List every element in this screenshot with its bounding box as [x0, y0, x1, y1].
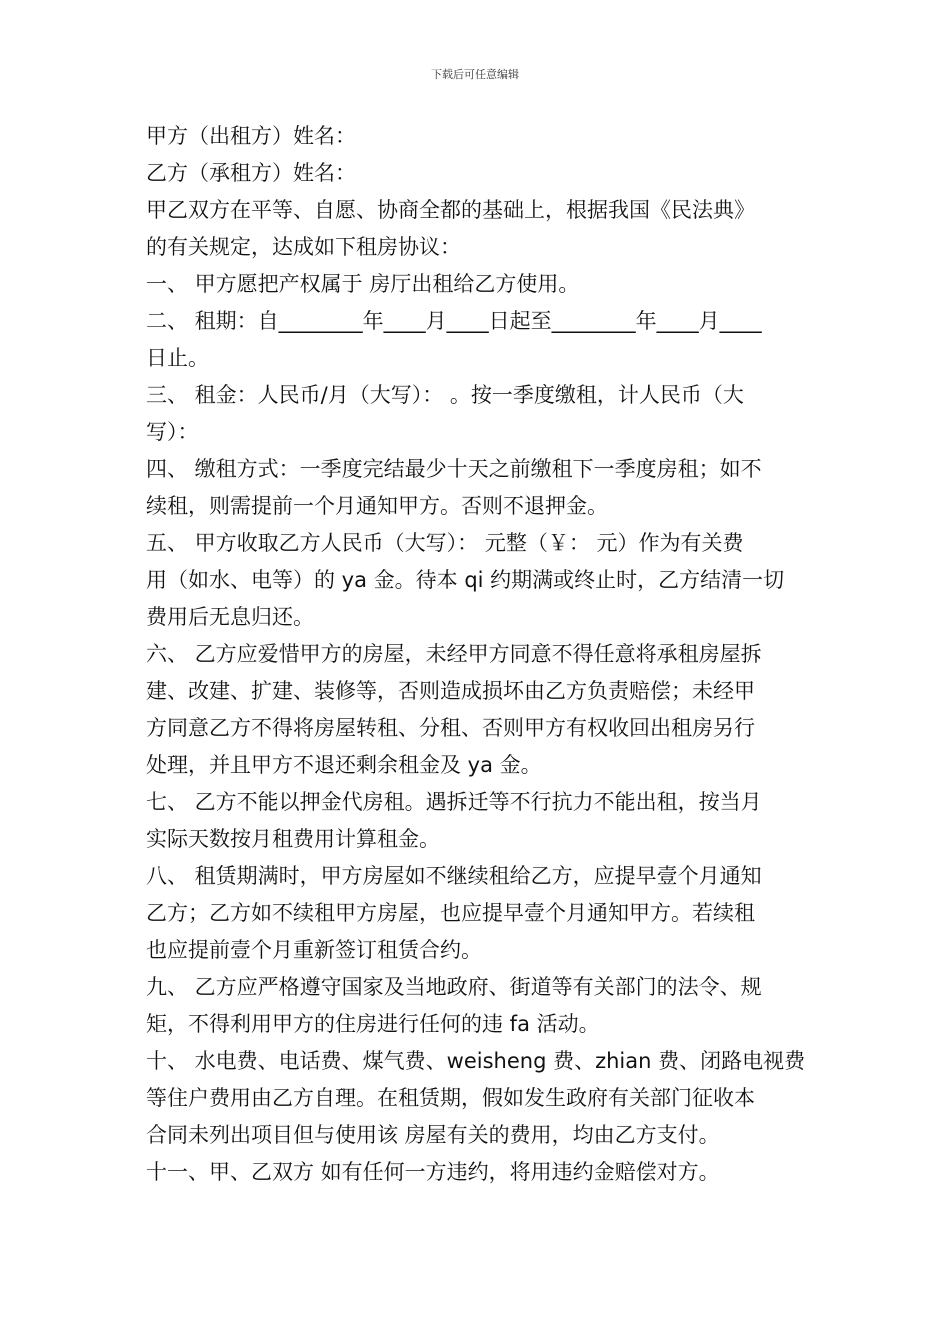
text-line: 四、 缴租方式：一季度完结最少十天之前缴租下一季度房租；如不: [146, 457, 762, 481]
text-line: 甲乙双方在平等、自愿、协商全都的基础上，根据我国《民法典》: [146, 198, 755, 222]
text-line: 实际天数按月租费用计算租金。: [146, 827, 440, 851]
text-line: 乙方；乙方如不续租甲方房屋，也应提早壹个月通知甲方。若续租: [146, 901, 755, 925]
text-line: 二、 租期：自________年____月____日起至________年____月____: [146, 309, 762, 333]
text-line: 续租，则需提前一个月通知甲方。否则不退押金。: [146, 494, 608, 518]
text-line: 五、 甲方收取乙方人民币（大写）： 元整（￥： 元）作为有关费: [146, 531, 744, 555]
page-header: 下载后可任意编辑: [431, 68, 519, 81]
text-line: 矩，不得利用甲方的住房进行任何的违 fa 活动。: [146, 1012, 600, 1036]
text-line: 处理，并且甲方不退还剩余租金及 ya 金。: [146, 753, 542, 777]
text-line: 七、 乙方不能以押金代房租。遇拆迁等不行抗力不能出租，按当月: [146, 790, 762, 814]
text-line: 的有关规定，达成如下租房协议：: [146, 235, 461, 259]
text-line: 三、 租金：人民币/月（大写）： 。按一季度缴租，计人民币（大: [146, 383, 744, 407]
text-line: 乙方（承租方）姓名：: [146, 161, 356, 185]
text-line: 日止。: [146, 346, 209, 370]
text-line: 费用后无息归还。: [146, 605, 314, 629]
text-line: 方同意乙方不得将房屋转租、分租、否则甲方有权收回出租房另行: [146, 716, 755, 740]
text-line: 等住户费用由乙方自理。在租赁期，假如发生政府有关部门征收本: [146, 1086, 755, 1110]
text-line: 九、 乙方应严格遵守国家及当地政府、街道等有关部门的法令、规: [146, 975, 762, 999]
text-line: 写）：: [146, 420, 199, 444]
text-line: 十、 水电费、电话费、煤气费、weisheng 费、zhian 费、闭路电视费: [146, 1049, 806, 1073]
text-line: 建、改建、扩建、装修等，否则造成损坏由乙方负责赔偿；未经甲: [146, 679, 755, 703]
text-line: 十一、甲、乙双方 如有任何一方违约，将用违约金赔偿对方。: [146, 1160, 720, 1184]
text-line: 八、 租赁期满时，甲方房屋如不继续租给乙方，应提早壹个月通知: [146, 864, 762, 888]
text-line: 甲方（出租方）姓名：: [146, 124, 356, 148]
text-line: 六、 乙方应爱惜甲方的房屋，未经甲方同意不得任意将承租房屋拆: [146, 642, 762, 666]
text-line: 用（如水、电等）的 ya 金。待本 qi 约期满或终止时，乙方结清一切: [146, 568, 785, 592]
text-line: 也应提前壹个月重新签订租赁合约。: [146, 938, 482, 962]
text-line: 一、 甲方愿把产权属于 房厅出租给乙方使用。: [146, 272, 580, 296]
text-line: 合同未列出项目但与使用该 房屋有关的费用，均由乙方支付。: [146, 1123, 720, 1147]
contract-body: [146, 118, 806, 1191]
